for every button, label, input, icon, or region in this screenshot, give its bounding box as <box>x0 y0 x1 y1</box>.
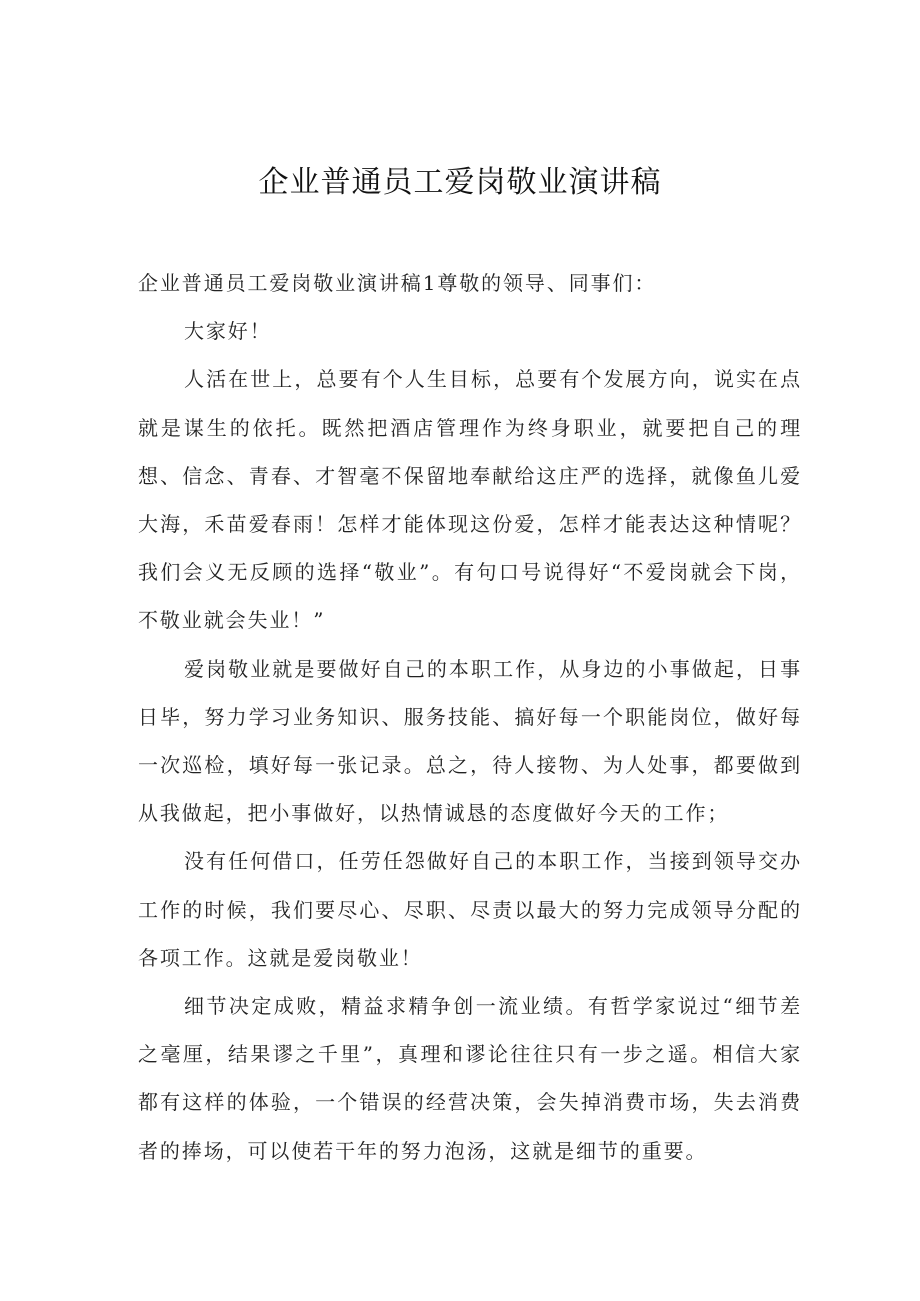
paragraph-no-excuses: 没有任何借口，任劳任怨做好自己的本职工作，当接到领导交办工作的时候，我们要尽心、尽职、尽责以最大的努力完成领导分配的各项工作。这就是爱岗敬业！ <box>138 849 802 970</box>
document-title: 企业普通员工爱岗敬业演讲稿 <box>258 165 662 200</box>
paragraph-details: 细节决定成败，精益求精争创一流业绩。有哲学家说过“细节差之毫厘，结果谬之千里”，真理和谬论往往只有一步之遥。相信大家都有这样的体验，一个错误的经营决策，会失掉消费市场，失去消费者的捧场，可以使若干年的努力泡汤，这就是细节的重要。 <box>138 994 802 1163</box>
paragraph-salutation: 企业普通员工爱岗敬业演讲稿1尊敬的领导、同事们： <box>138 271 657 295</box>
document-body <box>138 259 802 1175</box>
paragraph-dedication: 爱岗敬业就是要做好自己的本职工作，从身边的小事做起，日事日毕，努力学习业务知识、服务技能、搞好每一个职能岗位，做好每一次巡检，填好每一张记录。总之，待人接物、为人处事，都要做到从我做起，把小事做好，以热情诚恳的态度做好今天的工作； <box>138 656 802 826</box>
paragraph-greeting: 大家好！ <box>184 319 272 344</box>
paragraph-life-goal: 人活在世上，总要有个人生目标，总要有个发展方向，说实在点就是谋生的依托。既然把酒店管理作为终身职业，就要把自己的理想、信念、青春、才智毫不保留地奉献给这庄严的选择，就像鱼儿爱大海，禾苗爱春雨！怎样才能体现这份爱，怎样才能表达这种情呢？我们会义无反顾的选择“敬业”。有句口号说得好“不爱岗就会下岗，不敬业就会失业！” <box>138 367 802 633</box>
